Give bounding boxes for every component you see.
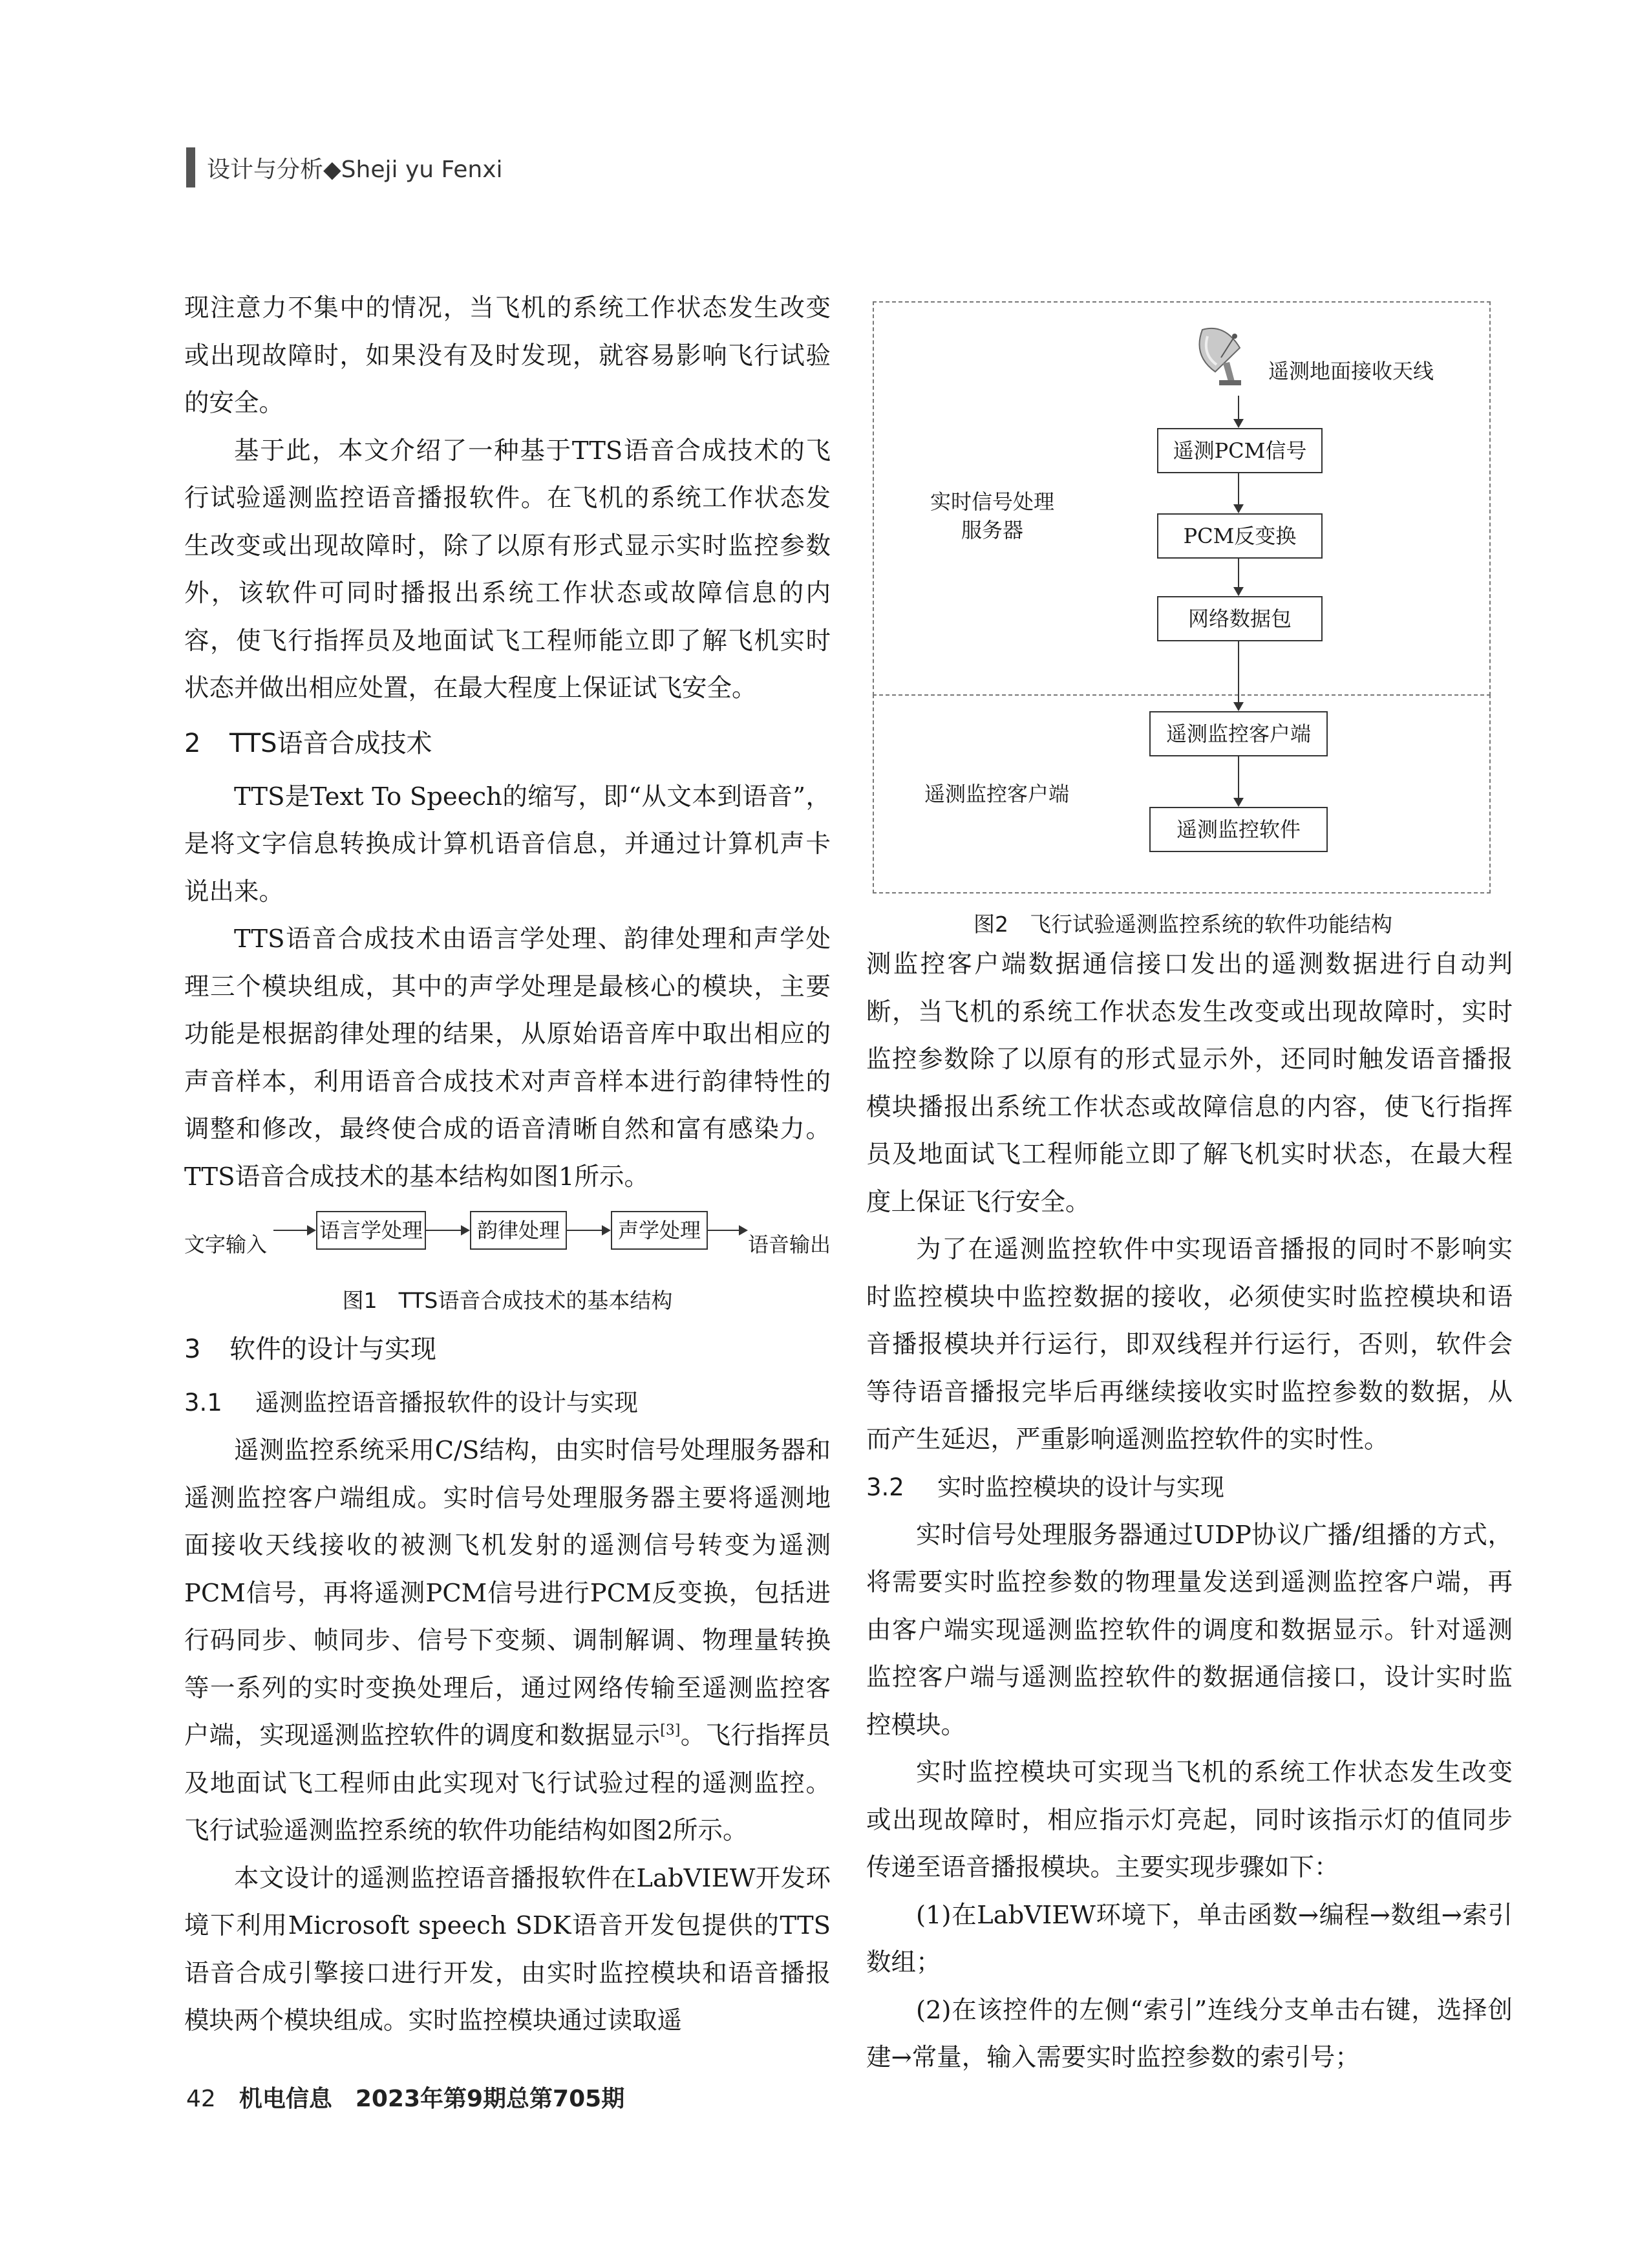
paragraph-text: 。飞行指挥员及地面试飞工程师由此实现对飞行试验过程的遥测监控。飞行试验遥测监控系统的软件功能结构如图2所示。 <box>184 1721 831 1845</box>
paragraph: 实时监控模块可实现当飞机的系统工作状态发生改变或出现故障时，相应指示灯亮起，同时该指示灯的值同步传递至语音播报模块。主要实现步骤如下： <box>866 1758 1513 1882</box>
page-number: 42 <box>186 2086 216 2112</box>
figure-2 <box>873 301 1493 954</box>
fig1-input-label: 文字输入 <box>184 1232 268 1257</box>
fig1-box-linguistic: 语言学处理 <box>316 1211 426 1250</box>
subsection-title: 遥测监控语音播报软件的设计与实现 <box>255 1389 638 1417</box>
header-section-title: 设计与分析◆Sheji yu Fenxi <box>207 156 503 183</box>
paragraph-text: 遥测监控系统采用C/S结构，由实时信号处理服务器和遥测监控客户端组成。实时信号处理服务器主要将遥测地面接收天线接收的被测飞机发射的遥测信号转变为遥测PCM信号，再将遥测PCM信号进行PCM反变换，包括进行码同步、帧同步、信号下变频、调制解调、物理量转换等一系列的实时变换处理后，通过网络传输至遥测监控客户端，实现遥测监控软件的调度和数据显示 <box>184 1436 831 1750</box>
fig2-box-client: 遥测监控客户端 <box>1149 711 1328 756</box>
fig1-box-acoustic: 声学处理 <box>611 1211 708 1250</box>
citation-ref: [3] <box>660 1722 681 1739</box>
section-title: 软件的设计与实现 <box>229 1334 436 1364</box>
fig2-box-pcm-inverse: PCM反变换 <box>1157 513 1323 559</box>
fig1-arrow <box>426 1230 469 1231</box>
fig1-caption: 图1 TTS语音合成技术的基本结构 <box>342 1288 673 1313</box>
fig2-server-label: 实时信号处理 服务器 <box>930 489 1054 542</box>
paragraph: 本文设计的遥测监控语音播报软件在LabVIEW开发环境下利用Microsoft speech SDK语音开发包提供的TTS语音合成引擎接口进行开发，由实时监控模块和语音播报模块两个模块组成。实时监控模块通过读取遥 <box>184 1863 831 2035</box>
left-column <box>184 284 831 2045</box>
paragraph: (2)在该控件的左侧“索引”连线分支单击右键，选择创建→常量，输入需要实时监控参数的索引号； <box>866 1995 1513 2072</box>
paragraph: 为了在遥测监控软件中实现语音播报的同时不影响实时监控模块中监控数据的接收，必须使实时监控模块和语音播报模块并行运行，即双线程并行运行，否则，软件会等待语音播报完毕后再继续接收实时监控参数的数据，从而产生延迟，严重影响遥测监控软件的实时性。 <box>866 1235 1513 1454</box>
paragraph: (1)在LabVIEW环境下，单击函数→编程→数组→索引数组； <box>866 1900 1513 1977</box>
subsection-number: 3.2 <box>866 1473 904 1501</box>
fig2-box-pcm-signal: 遥测PCM信号 <box>1157 428 1323 473</box>
subsection-heading <box>184 1379 831 1427</box>
paragraph: TTS语音合成技术由语言学处理、韵律处理和声学处理三个模块组成，其中的声学处理是最核心的模块，主要功能是根据韵律处理的结果，从原始语音库中取出相应的声音样本，利用语音合成技术对声音样本进行韵律特性的调整和修改，最终使合成的语音清晰自然和富有感染力。TTS语音合成技术的基本结构如图1所示。 <box>184 925 831 1192</box>
subsection-heading <box>866 1464 1513 1512</box>
fig1-arrow <box>273 1230 315 1231</box>
section-number: 3 <box>184 1334 201 1364</box>
fig1-arrow <box>567 1230 610 1231</box>
figure-1 <box>184 1207 831 1317</box>
fig1-output-label: 语音输出 <box>748 1232 831 1257</box>
right-column <box>866 941 1513 2082</box>
paragraph: 现注意力不集中的情况，当飞机的系统工作状态发生改变或出现故障时，如果没有及时发现，就容易影响飞行试验的安全。 <box>184 294 831 418</box>
fig2-arrow <box>1238 641 1239 710</box>
paragraph: 测监控客户端数据通信接口发出的遥测数据进行自动判断，当飞机的系统工作状态发生改变或出现故障时，实时监控参数除了以原有的形式显示外，还同时触发语音播报模块播报出系统工作状态或故障信息的内容，使飞行指挥员及地面试飞工程师能立即了解飞机实时状态，在最大程度上保证飞行安全。 <box>866 950 1513 1217</box>
header-bar <box>186 147 195 187</box>
paragraph <box>184 1427 831 1855</box>
subsection-title: 实时监控模块的设计与实现 <box>937 1473 1224 1501</box>
fig2-arrow <box>1238 396 1239 427</box>
paragraph: TTS是Text To Speech的缩写，即“从文本到语音”，是将文字信息转换成计算机语音信息，并通过计算机声卡说出来。 <box>184 782 831 906</box>
fig2-arrow <box>1238 756 1239 806</box>
section-heading <box>184 1322 831 1376</box>
fig2-box-software: 遥测监控软件 <box>1149 807 1328 852</box>
fig2-arrow <box>1238 559 1239 595</box>
section-heading <box>184 716 831 771</box>
section-title: TTS语音合成技术 <box>229 728 432 758</box>
fig2-arrow <box>1238 473 1239 512</box>
paragraph: 基于此，本文介绍了一种基于TTS语音合成技术的飞行试验遥测监控语音播报软件。在飞机的系统工作状态发生改变或出现故障时，除了以原有形式显示实时监控参数外，该软件可同时播报出系统工作状态或故障信息的内容，使飞行指挥员及地面试飞工程师能立即了解飞机实时状态并做出相应处置，在最大程度上保证试飞安全。 <box>184 436 831 703</box>
running-header <box>186 147 503 187</box>
fig1-arrow <box>708 1230 747 1231</box>
journal-info: 机电信息 2023年第9期总第705期 <box>239 2086 625 2112</box>
section-number: 2 <box>184 728 201 758</box>
fig2-box-network-packet: 网络数据包 <box>1157 596 1323 641</box>
page-footer <box>186 2081 624 2113</box>
fig2-caption: 图2 飞行试验遥测监控系统的软件功能结构 <box>973 912 1392 937</box>
fig2-antenna-label: 遥测地面接收天线 <box>1268 359 1434 383</box>
subsection-number: 3.1 <box>184 1389 222 1417</box>
satellite-dish-icon <box>1189 317 1261 388</box>
paragraph: 实时信号处理服务器通过UDP协议广播/组播的方式，将需要实时监控参数的物理量发送到遥测监控客户端，再由客户端实现遥测监控软件的调度和数据显示。针对遥测监控客户端与遥测监控软件的数据通信接口，设计实时监控模块。 <box>866 1520 1513 1740</box>
fig1-box-prosody: 韵律处理 <box>470 1211 567 1250</box>
fig2-client-label: 遥测监控客户端 <box>924 782 1070 806</box>
